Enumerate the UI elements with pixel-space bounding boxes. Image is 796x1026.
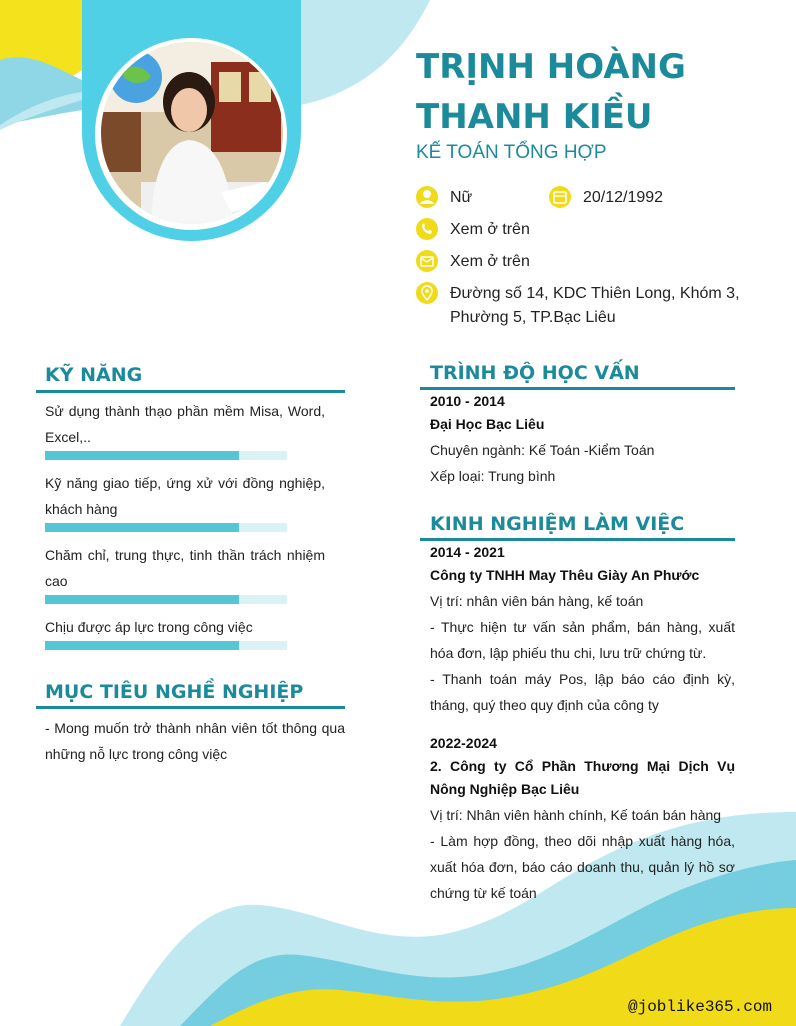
- address-line-2: Phường 5, TP.Bạc Liêu: [450, 309, 616, 326]
- email-icon: [416, 250, 438, 272]
- full-name: [416, 42, 776, 142]
- education-school: Đại Học Bạc Liêu: [430, 416, 545, 432]
- job-detail: - Thanh toán máy Pos, lập báo cáo định kỳ, tháng, quý theo quy định của công ty: [430, 671, 735, 713]
- address: [450, 282, 770, 330]
- job-position: Vị trí: nhân viên bán hàng, kế toán: [430, 593, 644, 609]
- job-detail: - Làm hợp đồng, theo dõi nhập xuất hàng hóa, xuất hóa đơn, báo cáo doanh thu, quản lý hồ sơ chứng từ kế toán: [430, 833, 735, 901]
- profile-photo: [101, 42, 283, 224]
- skill-bar-fill: [45, 595, 239, 604]
- phone: Xem ở trên: [450, 221, 530, 238]
- skill-bar: [45, 641, 287, 650]
- email: Xem ở trên: [450, 253, 530, 270]
- name-line-2: THANH KIỀU: [416, 97, 653, 137]
- skill-bar: [45, 595, 287, 604]
- skill-label: Chăm chỉ, trung thực, tinh thần trách nhiệm cao: [45, 547, 325, 589]
- skill-label: Sử dụng thành thạo phần mềm Misa, Word, Excel,..: [45, 403, 325, 445]
- footer-handle: @joblike365.com: [628, 998, 773, 1016]
- education-major: Chuyên ngành: Kế Toán -Kiểm Toán: [430, 442, 655, 458]
- experience-title: KINH NGHIỆM LÀM VIỆC: [430, 513, 685, 535]
- job-title: KẾ TOÁN TỔNG HỢP: [416, 142, 607, 163]
- skill-bar-fill: [45, 523, 239, 532]
- skills-rule: [36, 390, 345, 393]
- objective-rule: [36, 706, 345, 709]
- phone-icon: [416, 218, 438, 240]
- birthdate: 20/12/1992: [583, 189, 664, 206]
- location-icon: [416, 282, 438, 304]
- skill-bar-fill: [45, 451, 239, 460]
- address-line-1: Đường số 14, KDC Thiên Long, Khóm 3,: [450, 285, 740, 302]
- user-icon: [416, 186, 438, 208]
- education-rank: Xếp loại: Trung bình: [430, 468, 556, 484]
- job-company: 2. Công ty Cổ Phần Thương Mại Dịch Vụ Nông Nghiệp Bạc Liêu: [430, 758, 735, 797]
- job-period: 2022-2024: [430, 735, 497, 751]
- skill-label: Chịu được áp lực trong công việc: [45, 619, 253, 635]
- job-detail: - Thực hiện tư vấn sản phẩm, bán hàng, xuất hóa đơn, lập phiếu thu chi, lưu trữ chứng từ.: [430, 619, 735, 661]
- skill-bar-fill: [45, 641, 239, 650]
- skills-title: KỸ NĂNG: [45, 364, 143, 386]
- objective-text: - Mong muốn trở thành nhân viên tốt thông qua những nỗ lực trong công việc: [45, 720, 345, 762]
- job-company: Công ty TNHH May Thêu Giày An Phước: [430, 567, 700, 583]
- skill-bar: [45, 523, 287, 532]
- name-line-1: TRỊNH HOÀNG: [416, 47, 686, 87]
- skill-label: Kỹ năng giao tiếp, ứng xử với đồng nghiệp, khách hàng: [45, 475, 325, 517]
- gender: Nữ: [450, 189, 473, 206]
- calendar-icon: [549, 186, 571, 208]
- skill-bar: [45, 451, 287, 460]
- job-period: 2014 - 2021: [430, 544, 505, 560]
- education-period: 2010 - 2014: [430, 393, 505, 409]
- education-title: TRÌNH ĐỘ HỌC VẤN: [430, 362, 640, 384]
- objective-title: MỤC TIÊU NGHỀ NGHIỆP: [45, 681, 304, 703]
- job-position: Vị trí: Nhân viên hành chính, Kế toán bán hàng: [430, 807, 722, 823]
